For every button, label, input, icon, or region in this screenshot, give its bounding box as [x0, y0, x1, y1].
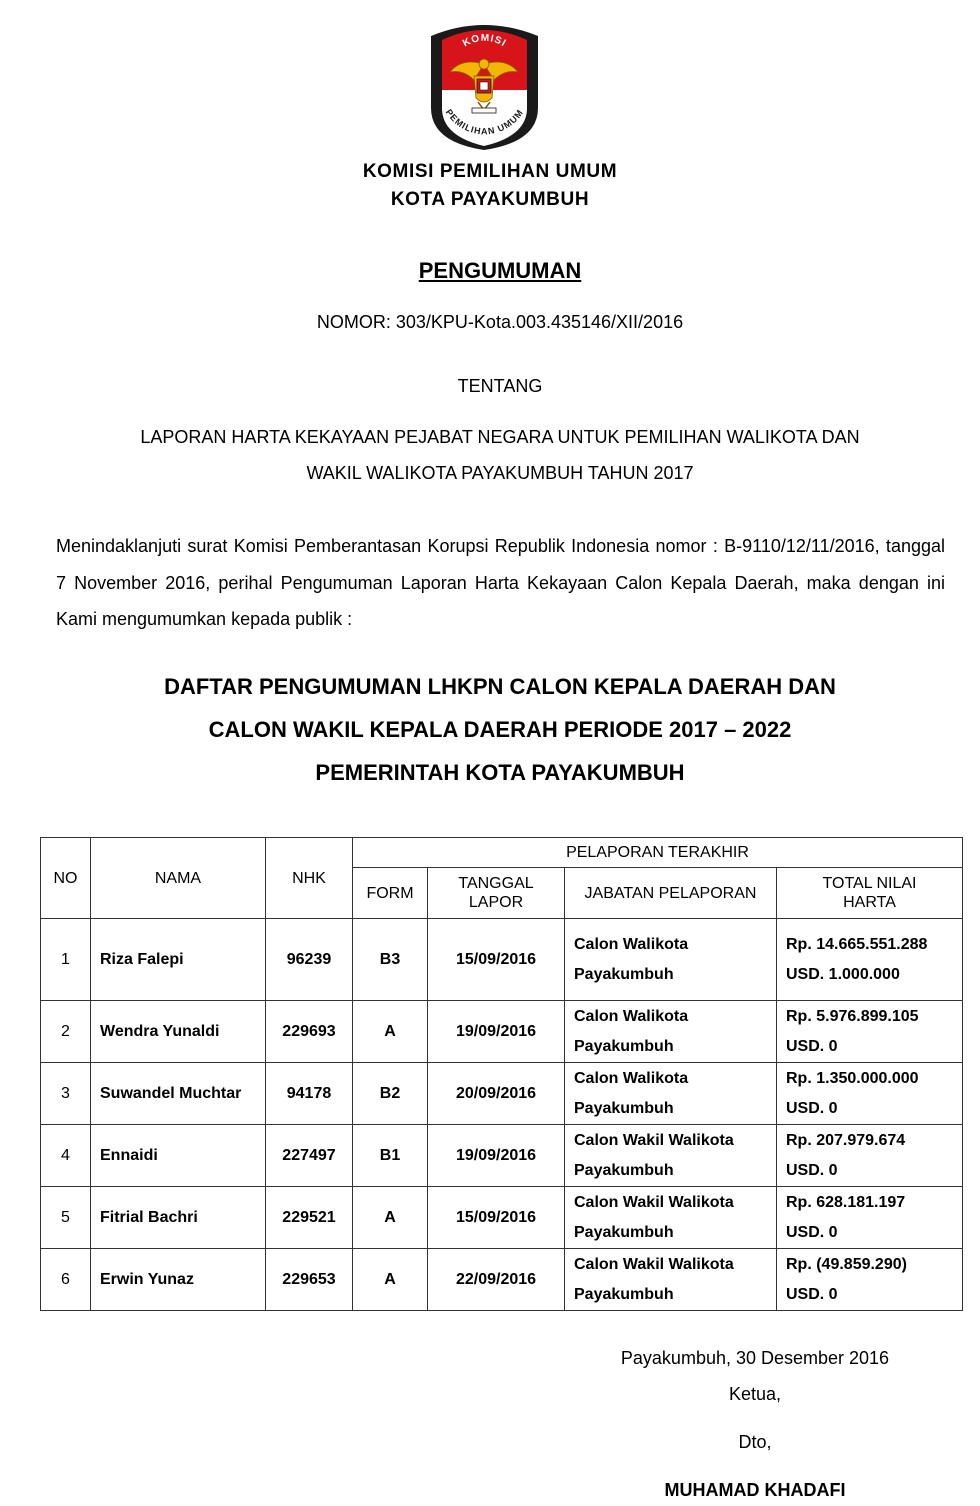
cell-tanggal: 20/09/2016 [428, 1063, 565, 1125]
header-jabatan: JABATAN PELAPORAN [565, 868, 777, 919]
cell-jabatan [565, 1001, 777, 1063]
cell-form: B2 [353, 1063, 428, 1125]
cell-jabatan [565, 1187, 777, 1249]
cell-total-harta [777, 1001, 963, 1063]
cell-no: 1 [41, 919, 91, 1001]
jabatan-line-1: Calon Walikota [574, 1069, 689, 1087]
cell-tanggal: 19/09/2016 [428, 1001, 565, 1063]
harta-rp: Rp. 1.350.000.000 [786, 1069, 919, 1087]
cell-total-harta [777, 1187, 963, 1249]
cell-tanggal: 19/09/2016 [428, 1125, 565, 1187]
header-nhk: NHK [266, 838, 353, 919]
jabatan-line-1: Calon Wakil Walikota [574, 1193, 734, 1211]
header-no: NO [41, 838, 91, 919]
harta-rp: Rp. 14.665.551.288 [786, 935, 928, 953]
cell-nhk: 227497 [266, 1125, 353, 1187]
document-number: NOMOR: 303/KPU-Kota.003.435146/XII/2016 [316, 312, 684, 332]
logo-text-top: KOMISI [461, 32, 509, 50]
jabatan-line-2: Payakumbuh [574, 1161, 674, 1179]
cell-tanggal: 15/09/2016 [428, 1187, 565, 1249]
cell-nama: Ennaidi [91, 1125, 266, 1187]
cell-no: 4 [41, 1125, 91, 1187]
lhkpn-table [40, 837, 963, 1311]
cell-nama: Fitrial Bachri [91, 1187, 266, 1249]
table-row [41, 1063, 963, 1125]
cell-no: 3 [41, 1063, 91, 1125]
harta-usd: USD. 0 [786, 1037, 838, 1055]
cell-tanggal: 15/09/2016 [428, 919, 565, 1001]
harta-usd: USD. 0 [786, 1223, 838, 1241]
jabatan-line-2: Payakumbuh [574, 1223, 674, 1241]
kpu-logo [428, 24, 541, 150]
cell-total-harta [777, 1063, 963, 1125]
harta-rp: Rp. 5.976.899.105 [786, 1007, 919, 1025]
list-title-line-2: CALON WAKIL KEPALA DAERAH PERIODE 2017 – 2022 [208, 717, 792, 742]
jabatan-line-2: Payakumbuh [574, 1037, 674, 1055]
signatory-name: MUHAMAD KHADAFI [664, 1480, 846, 1500]
cell-total-harta [777, 1249, 963, 1311]
harta-usd: USD. 1.000.000 [786, 965, 900, 983]
header-form: FORM [353, 868, 428, 919]
table-row [41, 919, 963, 1001]
cell-nhk: 94178 [266, 1063, 353, 1125]
cell-nama: Riza Falepi [91, 919, 266, 1001]
header-pelaporan-terakhir: PELAPORAN TERAKHIR [353, 838, 963, 868]
body-paragraph: Menindaklanjuti surat Komisi Pemberantasan Korupsi Republik Indonesia nomor : B-9110/12/11/2016, tanggal 7 November 2016, perihal Pengumuman Laporan Harta Kekayaan Calon Kepala Daerah, maka dengan ini Kami mengumumkan kepada publik : [56, 536, 945, 629]
cell-nhk: 229521 [266, 1187, 353, 1249]
cell-no: 2 [41, 1001, 91, 1063]
harta-usd: USD. 0 [786, 1161, 838, 1179]
cell-form: A [353, 1001, 428, 1063]
cell-form: B3 [353, 919, 428, 1001]
subject-line-2: WAKIL WALIKOTA PAYAKUMBUH TAHUN 2017 [306, 463, 694, 483]
signature-place-date: Payakumbuh, 30 Desember 2016 [620, 1348, 890, 1368]
cell-nama: Wendra Yunaldi [91, 1001, 266, 1063]
header-total-line-2: HARTA [843, 894, 896, 911]
header-total-line-1: TOTAL NILAI [822, 875, 917, 892]
jabatan-line-1: Calon Walikota [574, 935, 689, 953]
organization-city: KOTA PAYAKUMBUH [390, 189, 590, 210]
kpu-emblem-icon [428, 24, 541, 150]
header-tanggal-lapor [428, 868, 565, 919]
harta-rp: Rp. 207.979.674 [786, 1131, 906, 1149]
document-subject [40, 419, 960, 491]
table-row [41, 1249, 963, 1311]
cell-no: 6 [41, 1249, 91, 1311]
cell-form: A [353, 1187, 428, 1249]
harta-usd: USD. 0 [786, 1285, 838, 1303]
harta-rp: Rp. (49.859.290) [786, 1255, 907, 1273]
subject-line-1: LAPORAN HARTA KEKAYAAN PEJABAT NEGARA UNTUK PEMILIHAN WALIKOTA DAN [140, 427, 860, 447]
cell-total-harta [777, 1125, 963, 1187]
cell-tanggal: 22/09/2016 [428, 1249, 565, 1311]
header-total-nilai-harta [777, 868, 963, 919]
logo-text-bottom: PEMILIHAN UMUM [443, 107, 526, 137]
cell-total-harta [777, 919, 963, 1001]
table-row [41, 1001, 963, 1063]
organization-name: KOMISI PEMILIHAN UMUM [362, 161, 618, 182]
header-tanggal-line-2: LAPOR [468, 894, 524, 911]
jabatan-line-2: Payakumbuh [574, 1285, 674, 1303]
harta-rp: Rp. 628.181.197 [786, 1193, 906, 1211]
cell-nama: Erwin Yunaz [91, 1249, 266, 1311]
tentang-label: TENTANG [457, 376, 543, 396]
document-title: PENGUMUMAN [418, 258, 582, 283]
signature-role: Ketua, [728, 1384, 782, 1404]
cell-jabatan [565, 1125, 777, 1187]
header-tanggal-line-1: TANGGAL [458, 875, 534, 892]
cell-jabatan [565, 1063, 777, 1125]
jabatan-line-1: Calon Wakil Walikota [574, 1255, 734, 1273]
jabatan-line-1: Calon Walikota [574, 1007, 689, 1025]
list-title-line-1: DAFTAR PENGUMUMAN LHKPN CALON KEPALA DAERAH DAN [164, 674, 836, 699]
cell-nhk: 229693 [266, 1001, 353, 1063]
cell-form: B1 [353, 1125, 428, 1187]
signature-dto: Dto, [738, 1432, 772, 1452]
list-title-line-3: PEMERINTAH KOTA PAYAKUMBUH [315, 760, 685, 785]
jabatan-line-2: Payakumbuh [574, 1099, 674, 1117]
cell-jabatan [565, 1249, 777, 1311]
header-nama: NAMA [91, 838, 266, 919]
cell-form: A [353, 1249, 428, 1311]
harta-usd: USD. 0 [786, 1099, 838, 1117]
cell-nhk: 229653 [266, 1249, 353, 1311]
table-row [41, 1187, 963, 1249]
cell-nama: Suwandel Muchtar [91, 1063, 266, 1125]
jabatan-line-1: Calon Wakil Walikota [574, 1131, 734, 1149]
cell-no: 5 [41, 1187, 91, 1249]
cell-jabatan [565, 919, 777, 1001]
cell-nhk: 96239 [266, 919, 353, 1001]
table-row [41, 1125, 963, 1187]
jabatan-line-2: Payakumbuh [574, 965, 674, 983]
